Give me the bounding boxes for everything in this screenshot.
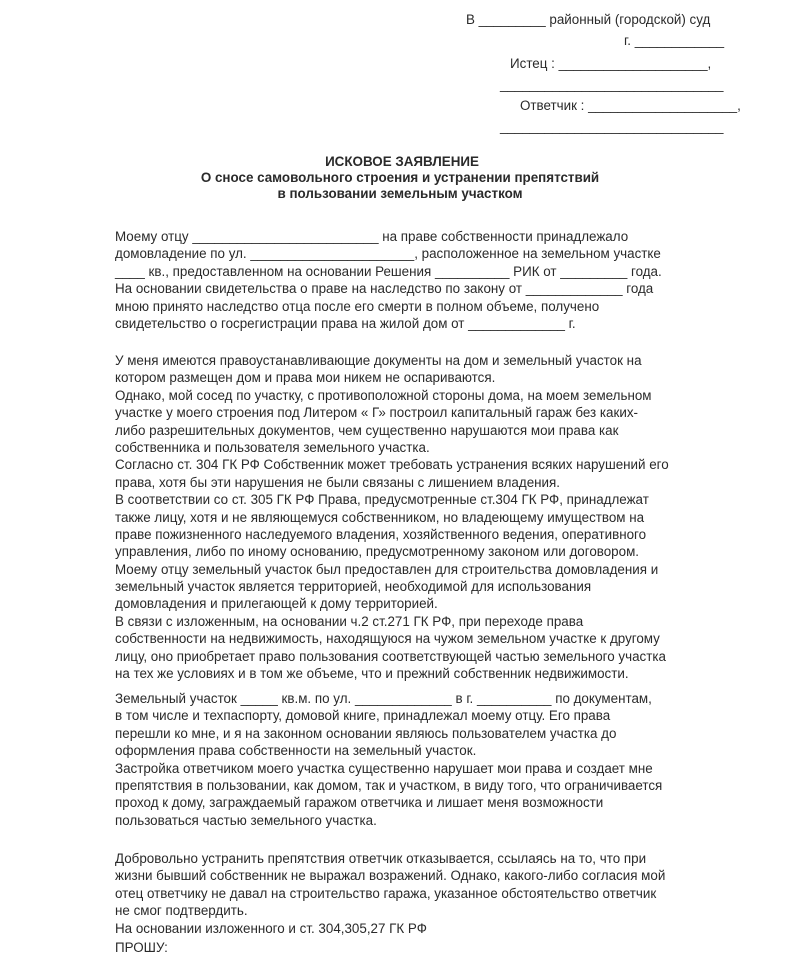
text-line: права, хотя бы эти нарушения не были связаны с лишением владения. <box>115 474 560 490</box>
text-line: пользоваться частью земельного участка. <box>115 812 377 828</box>
text-line: домовладение по ул. ______________________, расположенное на земельном участке <box>115 246 661 262</box>
document-title <box>0 154 800 202</box>
text-line: управления, либо по иному основанию, предусмотренному законом или договором. <box>115 544 640 560</box>
title-main: ИСКОВОЕ ЗАЯВЛЕНИЕ <box>325 154 479 169</box>
text-line: свидетельство о госрегистрации права на жилой дом от _____________ г. <box>115 315 576 331</box>
paragraph-violation <box>115 352 775 682</box>
court-line: В _________ районный (городской) суд <box>466 12 711 27</box>
text-line: лицу, оно приобретает право пользования соответствующей частью земельного участка <box>115 648 666 664</box>
text-line: собственности на недвижимость, находящуюся на чужом земельном участке к другому <box>115 631 660 647</box>
title-subtitle-2: в пользовании земельным участком <box>277 186 523 201</box>
text-line: На основании изложенного и ст. 304,305,27 ГК РФ <box>115 920 427 936</box>
text-line: ____ кв., предоставленном на основании Решения __________ РИК от _________ года. <box>115 263 662 279</box>
text-line: жизни бывший собственник не выражал возражений. Однако, какого-либо согласия мой <box>115 868 666 884</box>
plaintiff-line: Истец : ____________________, <box>510 56 712 71</box>
text-line: отец ответчику не давал на строительство гаража, указанное обстоятельство ответчик <box>115 885 657 901</box>
text-line: В связи с изложенным, на основании ч.2 ст.271 ГК РФ, при переходе права <box>115 613 584 629</box>
text-line: не смог подтвердить. <box>115 903 248 919</box>
city-line: г. ____________ <box>624 33 725 48</box>
text-line: земельный участок является территорией, необходимой для использования <box>115 579 592 595</box>
title-subtitle-1: О сносе самовольного строения и устранении препятствий <box>200 170 600 185</box>
text-line: На основании свидетельства о праве на наследство по закону от _____________ года <box>115 281 654 297</box>
text-line: Добровольно устранить препятствия ответчик отказывается, ссылаясь на то, что при <box>115 851 647 866</box>
defendant-blank-line: ______________________________ <box>500 119 724 134</box>
text-line: Однако, мой сосед по участку, с противоположной стороны дома, на моем земельном <box>115 387 652 403</box>
text-line: либо разрешительных документов, чем существенно нарушаются мои права как <box>115 422 619 438</box>
text-line: Застройка ответчиком моего участка существенно нарушает мои права и создает мне <box>115 760 653 776</box>
text-line: Земельный участок _____ кв.м. по ул. _____________ в г. __________ по документам, <box>115 691 652 706</box>
text-line: собственника и пользователя земельного участка. <box>115 439 430 455</box>
text-line: мною принято наследство отца после его смерти в полном объеме, получено <box>115 298 600 314</box>
text-line: в том числе и техпаспорту, домовой книге, принадлежал моему отцу. Его права <box>115 708 611 724</box>
defendant-line: Ответчик : ____________________, <box>520 98 741 113</box>
text-line: препятствия в пользовании, как домом, так и участком, в виду того, что ограничивается <box>115 777 663 793</box>
text-line: также лицу, хотя и не являющемуся собственником, но владеющему имуществом на <box>115 509 645 525</box>
paragraph-refusal <box>115 850 775 937</box>
text-line: перешли ко мне, и я на законном основании являюсь пользователем участка до <box>115 725 617 741</box>
text-line: котором размещен дом и права мои никем не оспариваются. <box>115 370 496 386</box>
paragraph-request <box>115 939 775 956</box>
paragraph-inheritance <box>115 228 775 332</box>
paragraph-land-plot <box>115 690 775 829</box>
text-line: домовладения и прилегающей к дому территорией. <box>115 596 438 612</box>
text-line: У меня имеются правоустанавливающие документы на дом и земельный участок на <box>115 353 642 368</box>
text-line: на тех же условиях и в том же объеме, что и прежний собственник недвижимости. <box>115 666 629 682</box>
text-line: ПРОШУ: <box>115 940 168 955</box>
text-line: проход к дому, заграждаемый гаражом ответчика и лишает меня возможности <box>115 795 604 811</box>
text-line: оформления права собственности на земельный участок. <box>115 743 477 759</box>
text-line: участке у моего строения под Литером « Г» построил капитальный гараж без каких- <box>115 405 638 421</box>
text-line: Моему отцу земельный участок был предоставлен для строительства домовладения и <box>115 561 659 577</box>
text-line: Согласно ст. 304 ГК РФ Собственник может требовать устранения всяких нарушений его <box>115 457 669 473</box>
plaintiff-blank-line: ______________________________ <box>500 77 724 92</box>
text-line: праве пожизненного наследуемого владения, хозяйственного ведения, оперативного <box>115 526 647 542</box>
text-line: В соответствии со ст. 305 ГК РФ Права, предусмотренные ст.304 ГК РФ, принадлежат <box>115 492 649 508</box>
text-line: Моему отцу _________________________ на праве собственности принадлежало <box>115 229 629 244</box>
